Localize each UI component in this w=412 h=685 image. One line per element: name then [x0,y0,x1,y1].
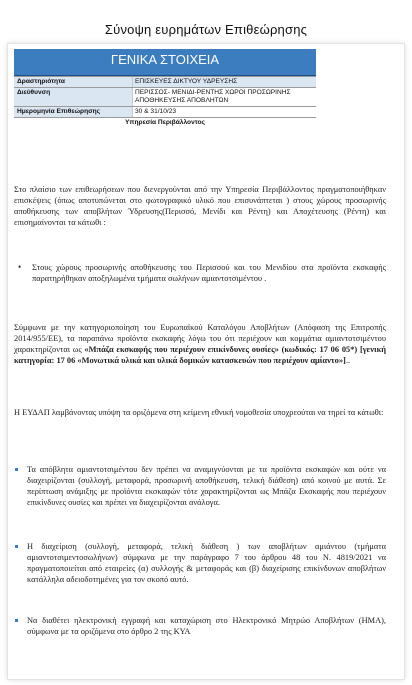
info-value: 30 & 31/10/23 [132,107,316,117]
paragraph-classification [14,322,386,366]
list-item: Τα απόβλητα αμιαντοτσιμέντου δεν πρέπει να αναμιγνύονται με τα προϊόντα εκσκαφών και ούτε να διαχειρίζονται (συλλογή, μεταφορά, προσωρινή αποθήκευση, τελική διάθεση) από κοινού με αυτά. Σε περίπτωση ανάμιξης με προϊόντα εκσκαφών τότε χαρακτηρίζονται ως Μπάζα Εκσκαφής που περιέχουν επικίνδυνες ουσίες και πρέπει να διαχειρίζονται ανάλογα. [14,464,386,508]
info-row-address [14,88,316,107]
list-item: Να διαθέτει ηλεκτρονική εγγραφή και καταχώριση στο Ηλεκτρονικό Μητρώο Αποβλήτων (ΗΜΑ), σύμφωνα με τα οριζόμενα στο άρθρο 2 της ΚΥΑ [14,615,386,637]
info-key: Δραστηριότητα [17,78,65,85]
info-row-date [14,107,316,118]
info-row-activity [14,76,316,88]
paragraph-intro: Στο πλαίσιο των επιθεωρήσεων που διενεργούνται από την Υπηρεσία Περιβάλλοντος πραγματοποιήθηκαν επισκέψεις (όπως αποτυπώνεται στο φωτογραφικό υλικό που επισυνάπτεται ) στους χώρους προσωρινής αποθήκευσης των αποβλήτων Ύδρευσης(Περισσό, Μενίδι και Ρέντη) και Αποχέτευσης (Ρέντη) και επισημαίνονται τα κάτωθι : [14,185,386,227]
general-info-table [14,76,316,127]
waste-code-text: «Μπάζα εκσκαφής που περιέχουν επικίνδυνες ουσίες» (κωδικός: 17 06 05*) [γενική κατηγορία: 17 06 «Μονωτικά υλικά και υλικά δομικών κατασκευών που περιέχουν αμίαντο»] [14,345,386,365]
info-service: Υπηρεσία Περιβάλλοντος [125,119,205,126]
info-value: ΕΠΙΣΚΕΥΕΣ ΔΙΚΤΥΟΥ ΥΔΡΕΥΣΗΣ [132,77,316,87]
info-value: ΠΕΡΙΣΣΟΣ- ΜΕΝΙΔΙ-ΡΕΝΤΗΣ ΧΩΡΟΙ ΠΡΟΣΩΡΙΝΗΣ ΑΠΟΘΗΚΕΥΣΗΣ ΑΠΟΒΛΗΤΩΝ [132,88,316,106]
list-item: • Στους χώρους προσωρινής αποθήκευσης του Περισσού και του Μενιδίου στα προϊόντα εκσκαφής παρατηρήθηκαν αποξηλωμένα τμήματα σωλήνων αμιαντοτσιμέντου . [14,262,386,284]
obligations-list-3 [14,615,386,637]
paragraph-text-end: .. [345,356,351,365]
document-title: Σύνοψη ευρημάτων Επιθεώρησης [104,22,308,37]
info-key: Διεύθυνση [14,88,132,106]
paragraph-obligations: Η ΕΥΔΑΠ λαμβάνοντας υπόψη τα οριζόμενα στη κείμενη εθνική νομοθεσία υποχρεούται να τηρεί τα κάτωθι: [14,408,384,417]
obligations-list-2 [14,541,386,585]
general-info-header: ΓΕΝΙΚΑ ΣΤΟΙΧΕΙΑ [14,49,316,77]
obligations-list-1 [14,464,386,508]
findings-list [14,262,386,284]
list-item: Η διαχείριση (συλλογή, μεταφορά, τελική διάθεση ) των αποβλήτων αμιάντου (τμήματα αμιαντοτσιμεντοσωλήνων) σύμφωνα με την παράγραφο 7 του άρθρου 48 του Ν. 4819/2021 να πραγματοποιείται από εταιρείες (α) συλλογής & μεταφοράς και (β) διαχείρισης επικίνδυνων αποβλήτων κατάλληλα αδειοδοτημένες για τον σκοπό αυτό. [14,541,386,585]
info-key: Ημερομηνία Επιθεώρησης [14,107,132,117]
paragraph-text: Σύμφωνα με την κατηγοριοποίηση του Ευρωπαϊκού Καταλόγου Αποβλήτων (Απόφαση της Επιτροπής 2014/955/ΕΕ), τα παραπάνω προϊόντα εκσκαφής λόγω του ότι περιέχουν και κομμάτια αμιαντοτσιμέντου χαρακτηρίζονται ως [14,323,386,354]
